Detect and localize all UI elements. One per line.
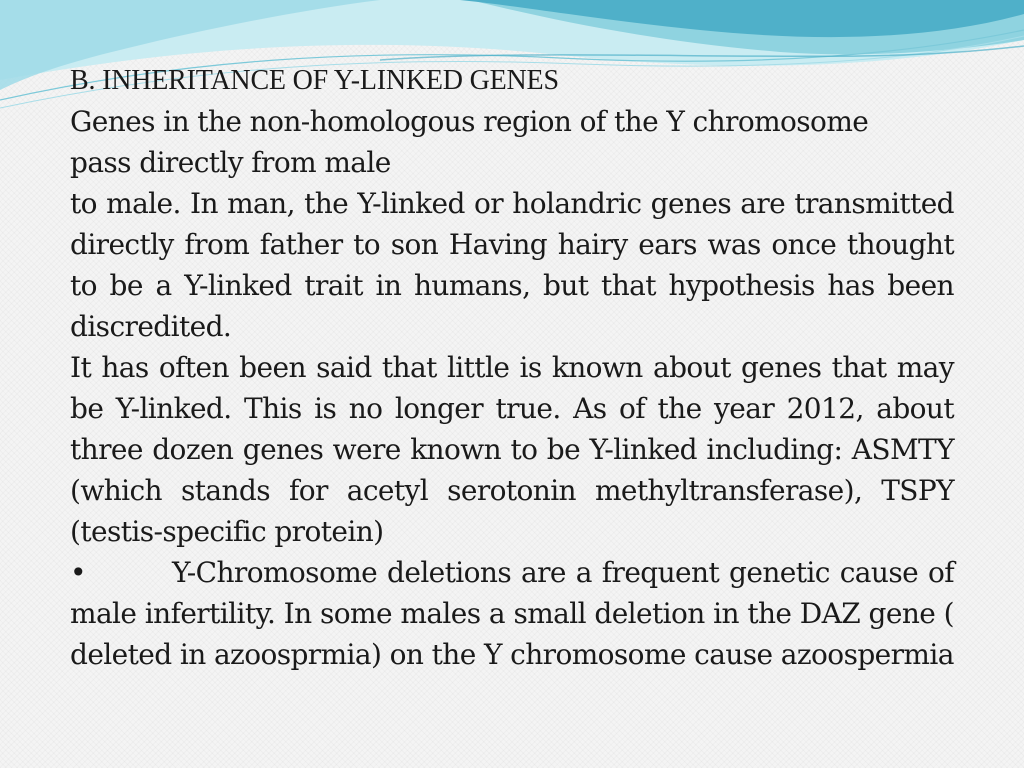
intro-line-1: Genes in the non-homologous region of the Y chromosome bbox=[70, 105, 869, 138]
slide-body bbox=[70, 60, 954, 675]
intro-line-2: pass directly from male bbox=[70, 146, 391, 179]
bullet-y-deletions bbox=[70, 552, 954, 675]
bullet-marker: • bbox=[70, 556, 86, 589]
slide-heading: B. INHERITANCE OF Y-LINKED GENES bbox=[70, 65, 559, 96]
paragraph-holandric-genes: to male. In man, the Y-linked or holandric genes are transmitted directly from father to son Having hairy ears was once thought to be a Y-linked trait in humans, but that hypothesis has been discredited. bbox=[70, 187, 954, 343]
paragraph-y-linked-genes: It has often been said that little is known about genes that may be Y-linked. This is no longer true. As of the year 2012, about three dozen genes were known to be Y-linked including: ASMTY (which stands for acetyl serotonin methyltransferase), TSPY (testis-specific protein) bbox=[70, 351, 954, 548]
bullet-text: Y-Chromosome deletions are a frequent genetic cause of male infertility. In some males a small deletion in the DAZ gene ( deleted in azoosprmia) on the Y chromosome cause azoospermia bbox=[70, 556, 954, 671]
